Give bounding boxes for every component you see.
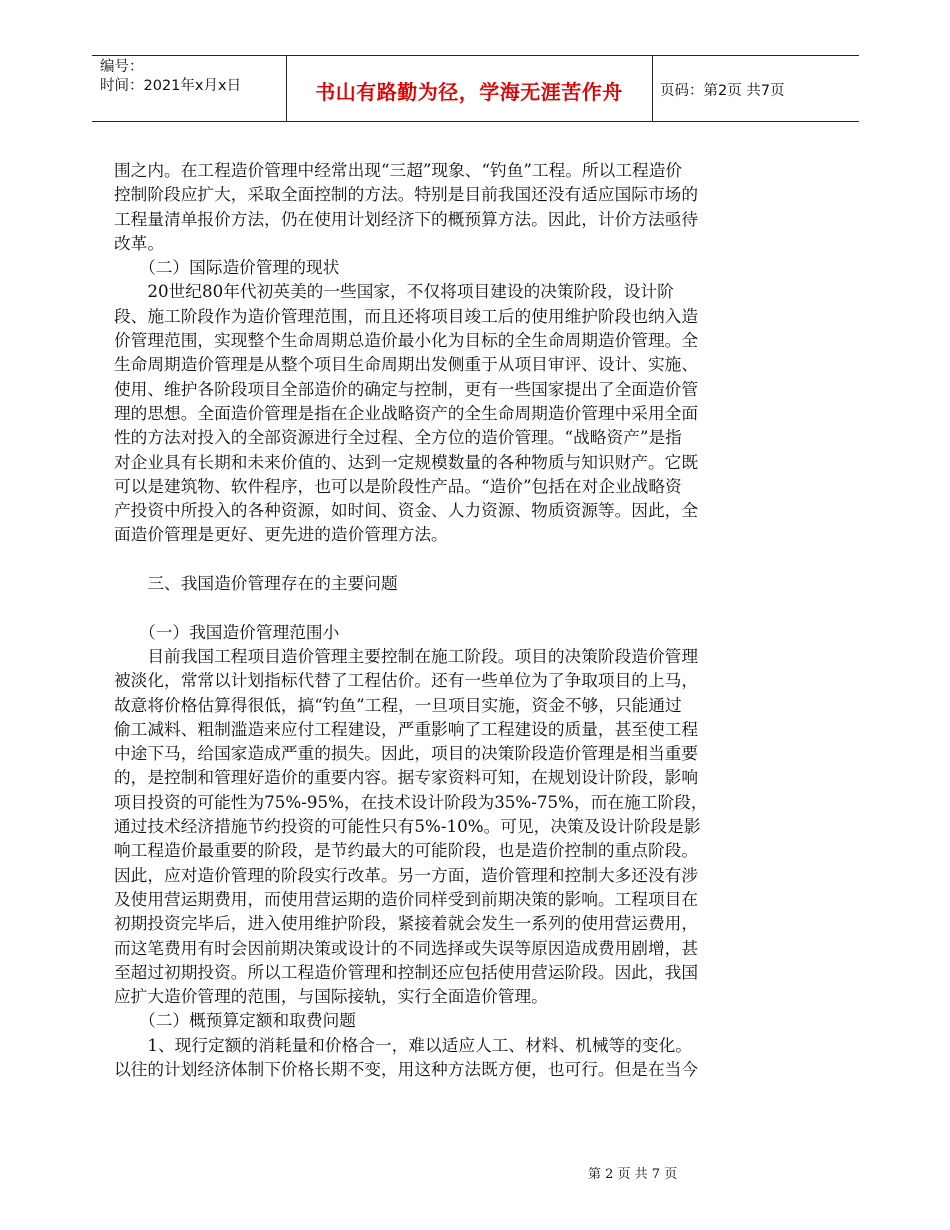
text-line: 1、现行定额的消耗量和价格合一，难以适应人工、材料、机械等的变化。 [114, 1034, 692, 1055]
text-line: 以往的计划经济体制下价格长期不变，用这种方法既方便，也可行。但是在当今 [114, 1058, 699, 1079]
header-bottom-rule [92, 121, 859, 122]
text-line: 应扩大造价管理的范围，与国际接轨，实行全面造价管理。 [114, 986, 548, 1007]
header-motto: 书山有路勤为径，学海无涯苦作舟 [315, 80, 623, 104]
text-line: 的，是控制和管理好造价的重要内容。据专家资料可知，在规划设计阶段，影响 [114, 767, 699, 788]
header-page-info: 页码：第2页 共7页 [660, 83, 785, 99]
text-line: 偷工减料、粗制滥造来应付工程建设，严重影响了工程建设的质量，甚至使工程 [114, 718, 699, 739]
text-line: 20世纪80年代初英美的一些国家，不仅将项目建设的决策阶段，设计阶 [114, 281, 674, 302]
header-meta [100, 58, 241, 96]
text-line: 性的方法对投入的全部资源进行全过程、全方位的造价管理。“战略资产”是指 [114, 427, 682, 448]
text-line: 控制阶段应扩大，采取全面控制的方法。特别是目前我国还没有适应国际市场的 [114, 184, 699, 205]
text-line: 面造价管理是更好、更先进的造价管理方法。 [114, 524, 448, 545]
text-line: 中途下马，给国家造成严重的损失。因此，项目的决策阶段造价管理是相当重要 [114, 743, 699, 764]
text-line: 理的思想。全面造价管理是指在企业战略资产的全生命周期造价管理中采用全面 [114, 402, 699, 423]
header-divider-right [652, 55, 653, 121]
text-line: 价管理范围，实现整个生命周期总造价最小化为目标的全生命周期造价管理。全 [114, 330, 699, 351]
text-line: 围之内。在工程造价管理中经常出现“三超”现象、“钓鱼”工程。所以工程造价 [114, 160, 683, 180]
text-line: 生命周期造价管理是从整个项目生命周期出发侧重于从项目审评、设计、实施、 [114, 354, 699, 375]
text-line: 工程量清单报价方法，仍在使用计划经济下的概预算方法。因此，计价方法亟待 [114, 208, 699, 229]
text-line: 被淡化，常常以计划指标代替了工程估价。还有一些单位为了争取项目的上马， [114, 670, 699, 691]
text-line: 初期投资完毕后，进入使用维护阶段，紧接着就会发生一系列的使用营运费用， [114, 913, 699, 934]
text-line [114, 595, 766, 619]
text-line: 项目投资的可能性为75%-95%，在技术设计阶段为35%-75%，而在施工阶段， [114, 791, 708, 812]
header-top-rule [92, 55, 859, 56]
text-line: 目前我国工程项目造价管理主要控制在施工阶段。项目的决策阶段造价管理 [114, 645, 699, 666]
text-line: （二）国际造价管理的现状 [114, 257, 340, 278]
document-body [114, 158, 766, 1081]
text-line: （一）我国造价管理范围小 [114, 621, 340, 642]
text-line [114, 547, 766, 571]
text-line: 对企业具有长期和未来价值的、达到一定规模数量的各种物质与知识财产。它既 [114, 451, 699, 472]
text-line: （二）概预算定额和取费问题 [114, 1010, 356, 1031]
doc-date: 时间：2021年x月x日 [100, 78, 242, 94]
text-line: 三、我国造价管理存在的主要问题 [114, 573, 398, 594]
text-line: 使用、维护各阶段项目全部造价的确定与控制，更有一些国家提出了全面造价管 [114, 378, 699, 399]
text-line: 段、施工阶段作为造价管理范围，而且还将项目竣工后的使用维护阶段也纳入造 [114, 305, 699, 326]
doc-number-label: 编号： [100, 59, 144, 75]
text-line: 及使用营运期费用，而使用营运期的造价同样受到前期决策的影响。工程项目在 [114, 888, 699, 909]
text-line: 可以是建筑物、软件程序，也可以是阶段性产品。“造价”包括在对企业战略资 [114, 475, 682, 496]
text-line: 至超过初期投资。所以工程造价管理和控制还应包括使用营运阶段。因此，我国 [114, 961, 699, 982]
text-line: 产投资中所投入的各种资源，如时间、资金、人力资源、物质资源等。因此，全 [114, 500, 699, 521]
text-line: 而这笔费用有时会因前期决策或设计的不同选择或失误等原因造成费用剧增，甚 [114, 937, 699, 958]
text-line: 因此，应对造价管理的阶段实行改革。另一方面，造价管理和控制大多还没有涉 [114, 864, 699, 885]
text-line: 改革。 [114, 232, 165, 253]
page-footer: 第 2 页 共 7 页 [588, 1167, 678, 1182]
text-line: 通过技术经济措施节约投资的可能性只有5%-10%。可见，决策及设计阶段是影 [114, 816, 701, 837]
text-line: 响工程造价最重要的阶段，是节约最大的可能阶段，也是造价控制的重点阶段。 [114, 840, 699, 861]
text-line: 故意将价格估算得很低，搞“钓鱼”工程，一旦项目实施，资金不够，只能通过 [114, 694, 682, 715]
